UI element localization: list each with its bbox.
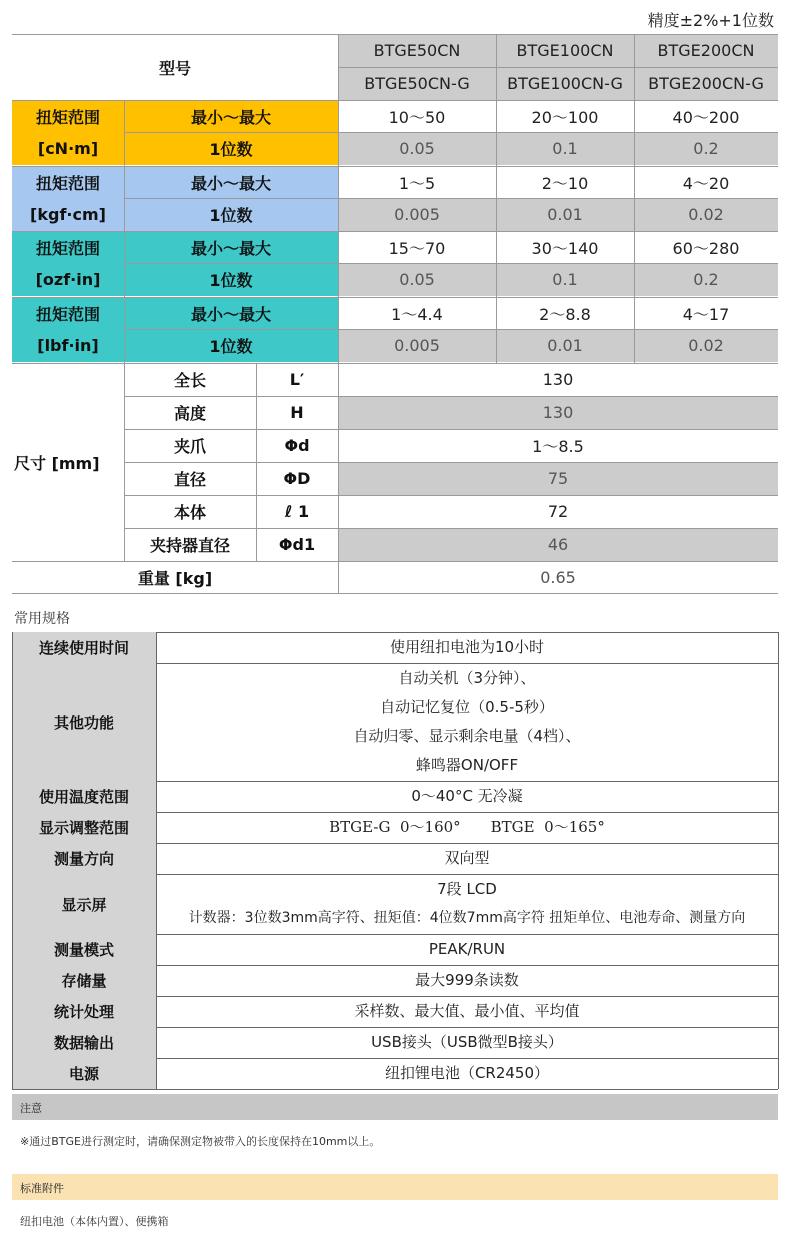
torque-range-title: 扭矩范围 xyxy=(12,297,124,329)
dimension-value: 130 xyxy=(338,363,778,396)
spec-value-line: 蜂鸣器ON/OFF xyxy=(415,756,519,774)
grid-line xyxy=(12,231,778,232)
grid-line xyxy=(338,34,339,593)
dimension-symbol: Φd1 xyxy=(256,528,338,561)
spec-value xyxy=(156,781,778,812)
spec-value-line: 自动记忆复位（0.5-5秒） xyxy=(380,698,554,716)
grid-line xyxy=(124,462,778,463)
range-value: 2〜10 xyxy=(496,166,634,198)
grid-line xyxy=(124,100,125,561)
spec-value xyxy=(156,1027,778,1058)
dimension-value: 130 xyxy=(338,396,778,429)
grid-line xyxy=(124,132,778,133)
range-value: 1〜4.4 xyxy=(338,297,496,329)
dimension-name: 全长 xyxy=(124,363,256,396)
grid-line xyxy=(12,593,778,594)
note-title: 注意 xyxy=(20,1102,42,1115)
torque-unit: [cN·m] xyxy=(12,132,124,165)
dimension-name: 直径 xyxy=(124,462,256,495)
digit-value: 0.005 xyxy=(338,198,496,231)
range-value: 40〜200 xyxy=(634,100,778,132)
digit-value: 0.01 xyxy=(496,329,634,362)
spec-value xyxy=(156,632,778,663)
spec-value xyxy=(156,843,778,874)
accessory-title: 标准附件 xyxy=(20,1182,64,1195)
spec-label: 统计处理 xyxy=(12,996,156,1027)
common-spec-title: 常用规格 xyxy=(14,611,70,627)
grid-line xyxy=(12,166,778,167)
spec-value-line: 7段 LCD xyxy=(437,880,497,898)
torque-range-title: 扭矩范围 xyxy=(12,100,124,132)
grid-line xyxy=(12,363,778,364)
dimension-symbol: ΦD xyxy=(256,462,338,495)
digit-value: 0.02 xyxy=(634,198,778,231)
spec-value-line: 0〜40°C 无冷凝 xyxy=(411,787,523,805)
digit-value: 0.1 xyxy=(496,132,634,165)
dimension-symbol: ℓ 1 xyxy=(256,495,338,528)
range-value: 30〜140 xyxy=(496,231,634,263)
spec-border xyxy=(156,632,157,1089)
spec-border xyxy=(12,632,13,1089)
grid-line xyxy=(634,34,635,363)
spec-value-line: 纽扣锂电池（CR2450） xyxy=(384,1064,550,1082)
digit-value: 0.2 xyxy=(634,132,778,165)
dimension-name: 夹持器直径 xyxy=(124,528,256,561)
accessory-text: 纽扣电池（本体内置）、便携箱 xyxy=(20,1215,169,1228)
digit-label: 1位数 xyxy=(124,132,338,165)
torque-range-title: 扭矩范围 xyxy=(12,166,124,198)
spec-value-line: 最大999条读数 xyxy=(415,971,519,989)
grid-line xyxy=(496,34,497,363)
dimension-name: 夹爪 xyxy=(124,429,256,462)
model-name: BTGE100CN xyxy=(496,34,634,67)
spec-value-line: USB接头（USB微型B接头） xyxy=(371,1033,563,1051)
range-value: 20〜100 xyxy=(496,100,634,132)
grid-line xyxy=(124,528,778,529)
spec-row-line xyxy=(12,1089,778,1090)
spec-label: 连续使用时间 xyxy=(12,632,156,663)
dimension-value: 1〜8.5 xyxy=(338,429,778,462)
spec-label: 显示屏 xyxy=(12,874,156,934)
dimension-symbol: L′ xyxy=(256,363,338,396)
spec-label: 电源 xyxy=(12,1058,156,1089)
range-label: 最小〜最大 xyxy=(124,100,338,132)
grid-line xyxy=(338,67,778,68)
digit-value: 0.2 xyxy=(634,263,778,296)
weight-value: 0.65 xyxy=(338,561,778,593)
precision-note: 精度±2%+1位数 xyxy=(647,11,774,30)
digit-label: 1位数 xyxy=(124,198,338,231)
range-value: 4〜20 xyxy=(634,166,778,198)
spec-value xyxy=(156,996,778,1027)
dimension-value: 72 xyxy=(338,495,778,528)
range-label: 最小〜最大 xyxy=(124,297,338,329)
dimension-symbol: H xyxy=(256,396,338,429)
spec-value xyxy=(156,812,778,843)
grid-line xyxy=(12,297,778,298)
grid-line xyxy=(12,561,778,562)
digit-value: 0.005 xyxy=(338,329,496,362)
range-value: 10〜50 xyxy=(338,100,496,132)
range-value: 60〜280 xyxy=(634,231,778,263)
grid-line xyxy=(12,100,778,101)
spec-label: 数据输出 xyxy=(12,1027,156,1058)
spec-value-line: 双向型 xyxy=(444,849,490,867)
digit-value: 0.1 xyxy=(496,263,634,296)
range-label: 最小〜最大 xyxy=(124,166,338,198)
model-name-g: BTGE200CN-G xyxy=(634,67,778,100)
spec-value-line: 采样数、最大值、最小值、平均值 xyxy=(354,1002,580,1020)
spec-value xyxy=(156,934,778,965)
dimension-symbol: Φd xyxy=(256,429,338,462)
spec-label: 存储量 xyxy=(12,965,156,996)
grid-line xyxy=(124,429,778,430)
model-name-g: BTGE50CN-G xyxy=(338,67,496,100)
digit-value: 0.05 xyxy=(338,263,496,296)
model-name: BTGE50CN xyxy=(338,34,496,67)
dimension-name: 高度 xyxy=(124,396,256,429)
spec-value xyxy=(156,1058,778,1089)
note-text: ※通过BTGE进行测定时，请确保测定物被带入的长度保持在10mm以上。 xyxy=(20,1135,381,1148)
spec-label: 使用温度范围 xyxy=(12,781,156,812)
grid-line xyxy=(12,34,778,35)
spec-border xyxy=(778,632,779,1089)
spec-value-line: 自动关机（3分钟）、 xyxy=(398,669,536,687)
range-label: 最小〜最大 xyxy=(124,231,338,263)
spec-value-line: BTGE-G 0〜160° BTGE 0〜165° xyxy=(329,818,605,836)
digit-value: 0.02 xyxy=(634,329,778,362)
model-name-g: BTGE100CN-G xyxy=(496,67,634,100)
digit-value: 0.05 xyxy=(338,132,496,165)
range-value: 15〜70 xyxy=(338,231,496,263)
spec-value-line: 使用纽扣电池为10小时 xyxy=(389,638,545,656)
dimension-value: 75 xyxy=(338,462,778,495)
torque-unit: [lbf·in] xyxy=(12,329,124,362)
grid-line xyxy=(124,198,778,199)
spec-label: 测量模式 xyxy=(12,934,156,965)
model-label: 型号 xyxy=(12,34,338,100)
spec-value-line: 计数器：3位数3mm高字符、扭矩值：4位数7mm高字符 扭矩单位、电池寿命、测量方向 xyxy=(188,910,746,926)
range-value: 4〜17 xyxy=(634,297,778,329)
spec-label: 其他功能 xyxy=(12,663,156,781)
dimension-name: 本体 xyxy=(124,495,256,528)
grid-line xyxy=(124,396,778,397)
spec-value-line: 自动归零、显示剩余电量（4档）、 xyxy=(353,727,581,745)
spec-value xyxy=(156,874,778,934)
torque-unit: [ozf·in] xyxy=(12,263,124,296)
grid-line xyxy=(124,329,778,330)
spec-value-line: PEAK/RUN xyxy=(428,940,506,958)
dimension-value: 46 xyxy=(338,528,778,561)
torque-range-title: 扭矩范围 xyxy=(12,231,124,263)
grid-line xyxy=(124,495,778,496)
weight-label: 重量 [kg] xyxy=(12,561,338,593)
digit-label: 1位数 xyxy=(124,263,338,296)
grid-line xyxy=(124,263,778,264)
digit-value: 0.01 xyxy=(496,198,634,231)
digit-label: 1位数 xyxy=(124,329,338,362)
spec-label: 测量方向 xyxy=(12,843,156,874)
range-value: 1〜5 xyxy=(338,166,496,198)
torque-unit: [kgf·cm] xyxy=(12,198,124,231)
grid-line xyxy=(256,363,257,561)
range-value: 2〜8.8 xyxy=(496,297,634,329)
dimension-label: 尺寸 [mm] xyxy=(12,363,124,561)
model-name: BTGE200CN xyxy=(634,34,778,67)
spec-value xyxy=(156,965,778,996)
spec-label: 显示调整范围 xyxy=(12,812,156,843)
spec-value xyxy=(156,663,778,781)
